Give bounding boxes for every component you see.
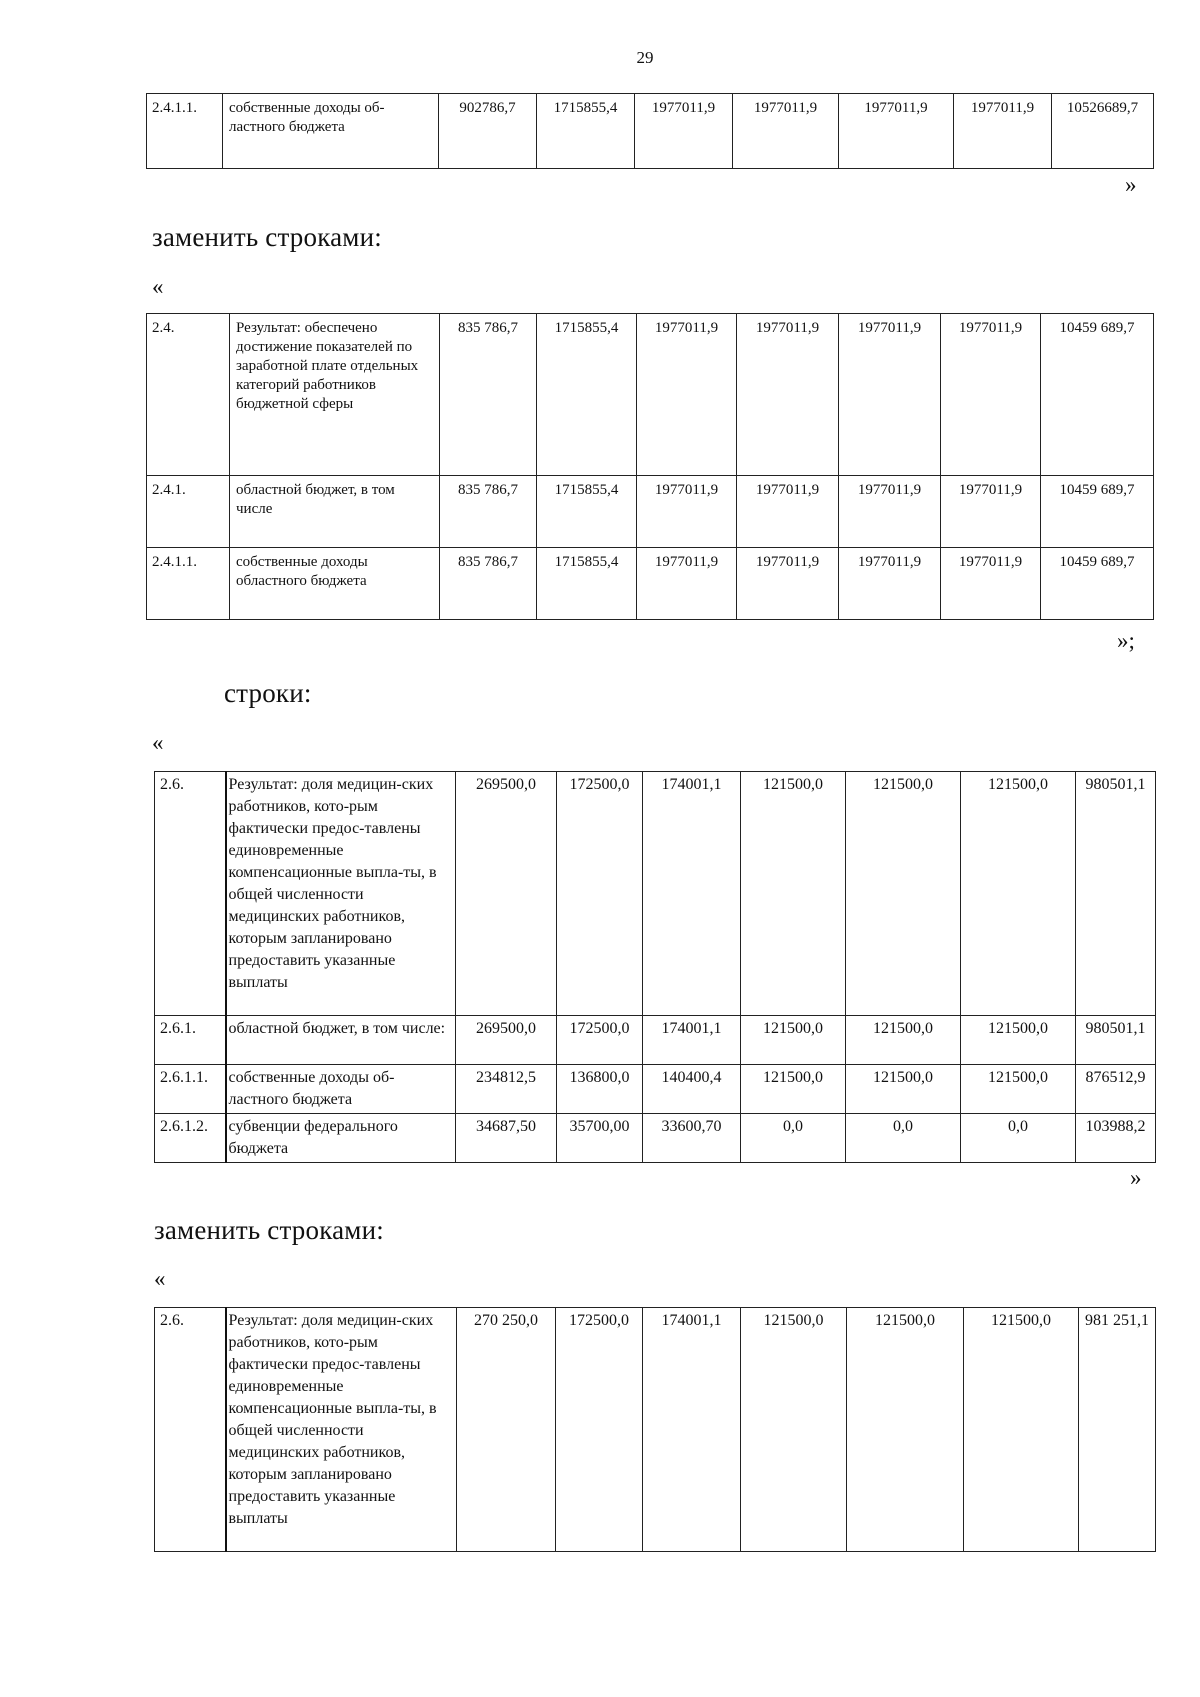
value-cell: 172500,0 bbox=[557, 1016, 643, 1065]
table-row bbox=[155, 1065, 1156, 1114]
row-code: 2.6.1.1. bbox=[155, 1065, 226, 1114]
row-code: 2.4. bbox=[147, 314, 230, 476]
value-cell: 136800,0 bbox=[557, 1065, 643, 1114]
opening-quote: « bbox=[152, 730, 164, 755]
value-cell: 980501,1 bbox=[1076, 1016, 1156, 1065]
value-cell: 121500,0 bbox=[846, 772, 961, 1016]
row-description: собственные доходы областного бюджета bbox=[230, 548, 440, 620]
value-cell: 0,0 bbox=[961, 1114, 1076, 1163]
value-cell: 1977011,9 bbox=[737, 548, 839, 620]
table-original-2-6 bbox=[154, 771, 1156, 1163]
value-cell: 1715855,4 bbox=[537, 314, 637, 476]
table-row bbox=[147, 548, 1154, 620]
table-row bbox=[147, 94, 1154, 169]
value-cell: 121500,0 bbox=[964, 1308, 1079, 1552]
value-cell: 174001,1 bbox=[643, 1308, 741, 1552]
value-cell: 33600,70 bbox=[643, 1114, 741, 1163]
row-code: 2.6.1. bbox=[155, 1016, 226, 1065]
value-cell: 876512,9 bbox=[1076, 1065, 1156, 1114]
table-row bbox=[155, 772, 1156, 1016]
value-cell: 1977011,9 bbox=[839, 314, 941, 476]
value-cell: 1977011,9 bbox=[733, 94, 839, 169]
row-code: 2.6. bbox=[155, 1308, 226, 1552]
row-code: 2.4.1.1. bbox=[147, 94, 223, 169]
row-code: 2.4.1. bbox=[147, 476, 230, 548]
value-cell: 1977011,9 bbox=[635, 94, 733, 169]
value-cell: 172500,0 bbox=[556, 1308, 643, 1552]
row-description: субвенции федерального бюджета bbox=[226, 1114, 456, 1163]
value-cell: 1977011,9 bbox=[637, 314, 737, 476]
value-cell: 1977011,9 bbox=[737, 476, 839, 548]
value-cell: 121500,0 bbox=[741, 1308, 847, 1552]
value-cell: 980501,1 bbox=[1076, 772, 1156, 1016]
row-description: Результат: доля медицин-ских работников, кото-рым фактически предос-тавлены единовременные компенсационные выпла-ты, в общей численности медицинских работников, которым запланировано предоставить указанные выплаты bbox=[226, 1308, 457, 1552]
value-cell: 140400,4 bbox=[643, 1065, 741, 1114]
table-replacement-2-4 bbox=[146, 313, 1154, 620]
value-cell: 0,0 bbox=[846, 1114, 961, 1163]
value-cell: 172500,0 bbox=[557, 772, 643, 1016]
value-cell: 1977011,9 bbox=[637, 548, 737, 620]
value-cell: 121500,0 bbox=[961, 1016, 1076, 1065]
table-row bbox=[147, 476, 1154, 548]
heading-replace-rows: заменить строками: bbox=[154, 1215, 384, 1245]
value-cell: 0,0 bbox=[741, 1114, 846, 1163]
value-cell: 121500,0 bbox=[741, 1016, 846, 1065]
value-cell: 10459 689,7 bbox=[1041, 476, 1154, 548]
value-cell: 121500,0 bbox=[961, 1065, 1076, 1114]
value-cell: 1977011,9 bbox=[737, 314, 839, 476]
value-cell: 103988,2 bbox=[1076, 1114, 1156, 1163]
value-cell: 35700,00 bbox=[557, 1114, 643, 1163]
value-cell: 121500,0 bbox=[847, 1308, 964, 1552]
value-cell: 1977011,9 bbox=[941, 548, 1041, 620]
table-row bbox=[147, 314, 1154, 476]
row-description: Результат: обеспечено достижение показателей по заработной плате отдельных категорий работников бюджетной сферы bbox=[230, 314, 440, 476]
value-cell: 269500,0 bbox=[456, 772, 557, 1016]
value-cell: 121500,0 bbox=[961, 772, 1076, 1016]
value-cell: 174001,1 bbox=[643, 1016, 741, 1065]
value-cell: 269500,0 bbox=[456, 1016, 557, 1065]
table-replacement-2-6 bbox=[154, 1307, 1156, 1552]
row-description: собственные доходы об-ластного бюджета bbox=[226, 1065, 456, 1114]
value-cell: 234812,5 bbox=[456, 1065, 557, 1114]
value-cell: 1977011,9 bbox=[637, 476, 737, 548]
heading-rows: строки: bbox=[224, 678, 312, 708]
closing-quote-semicolon: »; bbox=[1117, 628, 1135, 653]
value-cell: 121500,0 bbox=[846, 1065, 961, 1114]
value-cell: 902786,7 bbox=[439, 94, 537, 169]
value-cell: 174001,1 bbox=[643, 772, 741, 1016]
value-cell: 270 250,0 bbox=[457, 1308, 556, 1552]
row-code: 2.6.1.2. bbox=[155, 1114, 226, 1163]
value-cell: 1715855,4 bbox=[537, 548, 637, 620]
table-row bbox=[155, 1308, 1156, 1552]
row-description: собственные доходы об-ластного бюджета bbox=[223, 94, 439, 169]
value-cell: 34687,50 bbox=[456, 1114, 557, 1163]
page-number: 29 bbox=[636, 48, 654, 67]
value-cell: 1715855,4 bbox=[537, 476, 637, 548]
value-cell: 1977011,9 bbox=[839, 94, 954, 169]
value-cell: 1977011,9 bbox=[839, 548, 941, 620]
value-cell: 1977011,9 bbox=[941, 314, 1041, 476]
value-cell: 10526689,7 bbox=[1052, 94, 1154, 169]
value-cell: 835 786,7 bbox=[440, 548, 537, 620]
heading-replace-rows: заменить строками: bbox=[152, 222, 382, 252]
value-cell: 121500,0 bbox=[846, 1016, 961, 1065]
value-cell: 1977011,9 bbox=[839, 476, 941, 548]
opening-quote: « bbox=[152, 274, 164, 299]
opening-quote: « bbox=[154, 1266, 166, 1291]
value-cell: 981 251,1 bbox=[1079, 1308, 1156, 1552]
value-cell: 10459 689,7 bbox=[1041, 314, 1154, 476]
row-description: Результат: доля медицин-ских работников, кото-рым фактически предос-тавлены единовременные компенсационные выпла-ты, в общей численности медицинских работников, которым запланировано предоставить указанные выплаты bbox=[226, 772, 456, 1016]
value-cell: 835 786,7 bbox=[440, 314, 537, 476]
value-cell: 121500,0 bbox=[741, 1065, 846, 1114]
row-code: 2.4.1.1. bbox=[147, 548, 230, 620]
value-cell: 121500,0 bbox=[741, 772, 846, 1016]
table-row bbox=[155, 1114, 1156, 1163]
table-original-2-4-1-1 bbox=[146, 93, 1154, 169]
value-cell: 10459 689,7 bbox=[1041, 548, 1154, 620]
closing-quote: » bbox=[1125, 172, 1137, 197]
row-description: областной бюджет, в том числе: bbox=[226, 1016, 456, 1065]
row-code: 2.6. bbox=[155, 772, 226, 1016]
value-cell: 1715855,4 bbox=[537, 94, 635, 169]
closing-quote: » bbox=[1130, 1165, 1142, 1190]
value-cell: 1977011,9 bbox=[941, 476, 1041, 548]
value-cell: 1977011,9 bbox=[954, 94, 1052, 169]
row-description: областной бюджет, в том числе bbox=[230, 476, 440, 548]
table-row bbox=[155, 1016, 1156, 1065]
value-cell: 835 786,7 bbox=[440, 476, 537, 548]
